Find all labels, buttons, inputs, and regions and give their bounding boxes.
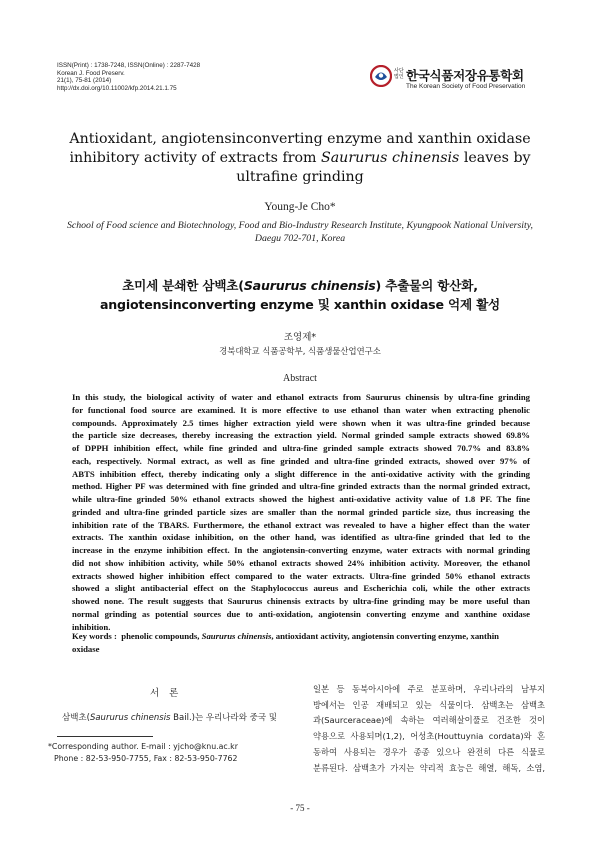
abstract-line: showed a slight antibacterial effect on the Staphylococcus aureus and Escherichia coli, while the other extracts (72, 583, 530, 594)
abstract-line: inhibition rate of the TBARS. Furthermore, the ethanol extract was revealed to have a higher effect than the water (72, 519, 530, 530)
society-name-ko: 한국식품저장유통학회 (406, 68, 524, 83)
abstract-line: showed none. The result suggests that Saururus chinensis extracts by ultra-fine grinding may be more useful than (72, 596, 530, 606)
page-number: - 75 - (290, 803, 310, 813)
abstract-line: grinded and ultra-fine grinded particle sizes are smaller than the normal grinded particle size, thus increasing the (72, 506, 530, 517)
keywords: Key words : phenolic compounds, Saururus chinensis, antioxidant activity, angiotensin converting enzyme, xanthin oxidase (72, 631, 499, 654)
journal-name: Korean J. Food Preserv. (57, 69, 125, 77)
affiliation-ko: 경북대학교 식품공학부, 식품생물산업연구소 (219, 346, 381, 356)
abstract-line: inhibition. (72, 621, 111, 632)
abstract-line: extracts showed higher inhibition effect compared to the water extracts. Ultra-fine grinded 50% ethanol extracts (72, 570, 530, 581)
intro-paragraph-right (313, 682, 545, 776)
intro-line: 동하여 사용되는 경우가 종종 있으나 완전히 다른 식물로 (313, 746, 545, 757)
author-ko: 조영제* (283, 332, 317, 343)
footnote: *Corresponding author. E-mail : yjcho@knu.ac.kr Phone : 82-53-950-7755, Fax : 82-53-950-7762 (48, 742, 238, 763)
abstract-body (72, 391, 530, 633)
society-logo-icon (370, 65, 392, 87)
intro-line: 일본 등 동북아시아에 주로 분포하며, 우리나라의 남부지 (313, 684, 545, 694)
abstract-line: extracts. The xanthin oxidase inhibition, on the other hand, was identified as ultra-fine grinded that led to the (72, 532, 530, 543)
footnote-rule (57, 736, 153, 737)
abstract-line: each, respectively. Normal extract, as well as fine grinded and ultra-fine grinded extracts, showed over 97% of (72, 455, 530, 466)
issn-line: ISSN(Print) : 1738-7248, ISSN(Online) : 2287-7428 (57, 62, 201, 69)
abstract-heading: Abstract (283, 373, 317, 384)
abstract-line: increase in the enzyme inhibition effect. In the angiotensin-converting enzyme, water extracts with normal grinding (72, 545, 530, 555)
abstract-line: while ultra-fine grinded 50% ethanol extracts showed the highest anti-oxidative activity value of 1.8 PF. The fine (72, 494, 530, 504)
section-heading-intro: 서론 (150, 688, 189, 699)
abstract-line: the particle size decreases, thereby increasing the extraction yield. Normal grinded sample extracts showed 69.8% (72, 430, 530, 441)
abstract-line: of DPPH inhibition effect, while fine grinded and ultra-fine grinded sample extracts showed 70.7% and 83.8% (72, 443, 530, 453)
abstract-line: compounds. Approximately 2.5 times higher extraction yield were shown when it was ultra-fine grinded because (72, 417, 530, 428)
article-title-ko: 초미세 분쇄한 삼백초(Saururus chinensis) 추출물의 항산화, angiotensinconverting enzyme 및 xanthin oxidase 억제 활성 (99, 278, 501, 312)
abstract-line: ABTS inhibition effect, thereby indicating only a slight difference in the anti-oxidative activity with the grinding (72, 468, 530, 479)
doi-link[interactable]: http://dx.doi.org/10.11002/kfp.2014.21.1.75 (57, 84, 177, 92)
abstract-line: method. Higher PF was determined with fine grinded and ultra-fine grinded extracts than the normal grinded extract, (72, 481, 530, 492)
intro-line: 방에서는 인공 재배되고 있는 식물이다. 삼백초는 삼백초 (313, 699, 545, 710)
abstract-line: normal grinding as potential sources due to anti-oxidation, angiotensin converting enzyme and xanthine oxidase (72, 608, 530, 619)
article-title-en: Antioxidant, angiotensinconverting enzyme and xanthin oxidase inhibitory activity of extracts from Saururus chinensis leaves by ultrafine grinding (69, 131, 531, 185)
volume-line: 21(1), 75-81 (2014) (57, 77, 112, 85)
affiliation-en: School of Food science and Biotechnology, Food and Bio-Industry Research Institute, Kyungpook National University, Daegu 702-701, Korea (67, 220, 533, 244)
abstract-line: did not show inhibition activity, while 50% ethanol extracts showed 24% inhibition activity. Moreover, the ethanol (72, 557, 530, 568)
abstract-line: for functional food source are examined. It is more effective to use ethanol than water when extracting phenolic (72, 404, 530, 415)
intro-line: 과(Saurceraceae)에 속하는 여러해살이풀로 건조한 것이 (313, 715, 545, 726)
society-name-en: The Korean Society of Food Preservation (406, 83, 526, 90)
species-name: Saururus chinensis (243, 278, 376, 293)
journal-meta (57, 62, 200, 92)
abstract-line: In this study, the biological activity of water and ethanol extracts from Saururus chinensis by ultra-fine grinding (72, 392, 530, 402)
society-badge: 사단 법인 (394, 68, 404, 80)
intro-line: 분류된다. 삼백초가 가지는 약리적 효능은 해열, 해독, 소염, (313, 762, 545, 773)
intro-line: 약용으로 사용되며(1,2), 어성초(Houttuynia cordata)와 혼 (313, 731, 545, 742)
society-header (370, 63, 570, 93)
species-name: Saururus chinensis (321, 150, 460, 166)
intro-paragraph-left: 삼백초(Saururus chinensis Bail.)는 우리나라와 중국 및 (62, 713, 277, 723)
author-en: Young-Je Cho* (264, 201, 336, 213)
